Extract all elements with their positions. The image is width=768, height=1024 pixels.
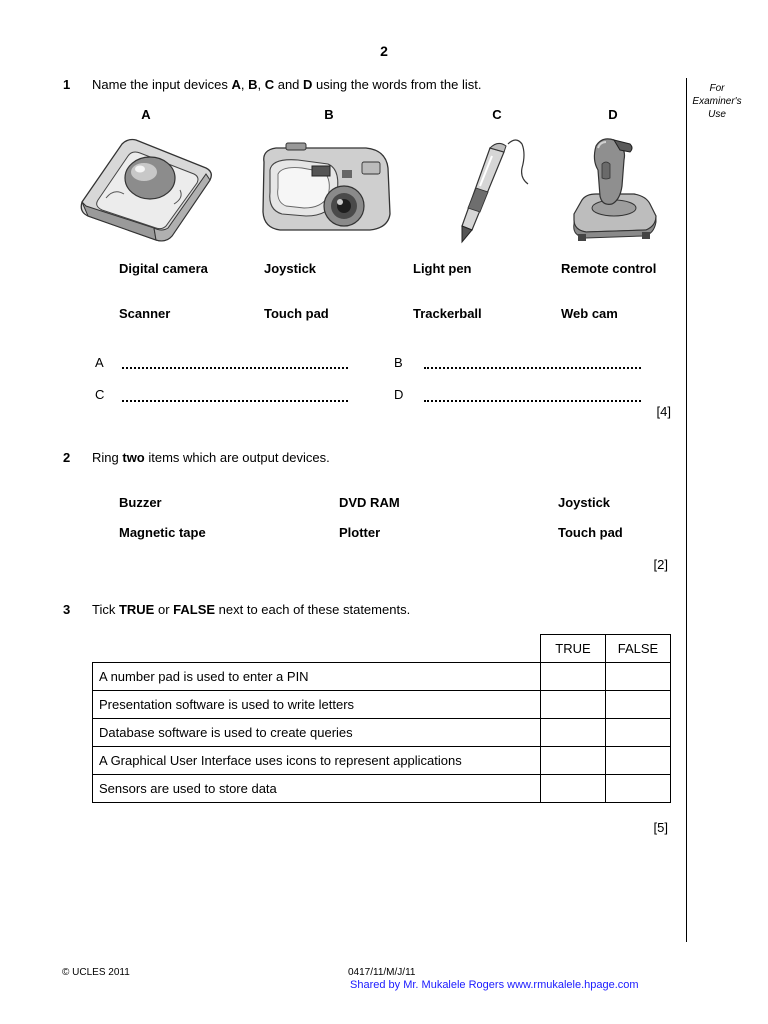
- word-web-cam: Web cam: [561, 306, 618, 321]
- output-option-joystick[interactable]: Joystick: [558, 495, 611, 510]
- answer-line-d[interactable]: [424, 400, 641, 402]
- output-option-buzzer[interactable]: Buzzer: [119, 495, 162, 510]
- statement-cell: A number pad is used to enter a PIN: [93, 663, 541, 691]
- q3-text-part: FALSE: [173, 602, 216, 617]
- output-option-dvd-ram[interactable]: DVD RAM: [339, 495, 400, 510]
- question-1-number: 1: [63, 77, 71, 92]
- footer-shared-link[interactable]: Shared by Mr. Mukalele Rogers www.rmukalele.hpage.com: [350, 979, 639, 991]
- true-false-table: [92, 634, 671, 803]
- table-row: [93, 691, 671, 719]
- device-letter-c: C: [492, 107, 502, 122]
- examiner-margin-line: [686, 78, 687, 942]
- question-3-marks: [5]: [653, 820, 668, 835]
- word-trackerball: Trackerball: [413, 306, 482, 321]
- q2-text-part: two: [122, 450, 145, 465]
- q1-text-part: and: [274, 77, 304, 92]
- statement-cell: Database software is used to create queries: [93, 719, 541, 747]
- header-true: TRUE: [541, 635, 606, 663]
- q1-text-part: C: [264, 77, 275, 92]
- question-3-number: 3: [63, 602, 71, 617]
- word-remote-control: Remote control: [561, 261, 657, 276]
- answer-line-c[interactable]: [122, 400, 348, 402]
- q2-text-part: items which are output devices.: [144, 450, 330, 465]
- header-false: FALSE: [606, 635, 671, 663]
- word-touch-pad: Touch pad: [264, 306, 329, 321]
- statement-cell: Sensors are used to store data: [93, 775, 541, 803]
- false-tick-box[interactable]: [606, 663, 671, 691]
- camera-image: [258, 140, 396, 236]
- q3-text-part: or: [154, 602, 174, 617]
- output-option-plotter[interactable]: Plotter: [339, 525, 381, 540]
- q3-text-part: TRUE: [118, 602, 155, 617]
- q1-text-part: B: [248, 77, 258, 92]
- examiner-label-line: Examiner's: [692, 96, 742, 107]
- device-letter-d: D: [608, 107, 618, 122]
- q1-text-part: ,: [257, 77, 265, 92]
- q2-text-part: Ring: [92, 450, 123, 465]
- false-tick-box[interactable]: [606, 719, 671, 747]
- question-3-text: [92, 602, 410, 617]
- word-light-pen: Light pen: [413, 261, 472, 276]
- footer-copyright: © UCLES 2011: [62, 967, 130, 978]
- q3-text-part: next to each of these statements.: [215, 602, 411, 617]
- device-letter-b: B: [324, 107, 334, 122]
- question-2-number: 2: [63, 450, 71, 465]
- light-pen-image: [450, 134, 538, 246]
- word-joystick: Joystick: [264, 261, 317, 276]
- output-option-magnetic-tape[interactable]: Magnetic tape: [119, 525, 206, 540]
- output-option-touch-pad[interactable]: Touch pad: [558, 525, 623, 540]
- trackerball-image: [76, 128, 216, 246]
- word-scanner: Scanner: [119, 306, 171, 321]
- statement-cell: Presentation software is used to write letters: [93, 691, 541, 719]
- table-header-row: [93, 635, 671, 663]
- true-tick-box[interactable]: [541, 663, 606, 691]
- table-row: [93, 663, 671, 691]
- table-row: [93, 747, 671, 775]
- q1-text-part: D: [303, 77, 313, 92]
- examiner-label-line: Use: [708, 109, 726, 120]
- true-tick-box[interactable]: [541, 719, 606, 747]
- false-tick-box[interactable]: [606, 775, 671, 803]
- q1-text-part: Name the input devices: [92, 77, 232, 92]
- question-2-marks: [2]: [653, 557, 668, 572]
- examiner-label-line: For: [709, 83, 725, 94]
- joystick-image: [568, 134, 660, 246]
- answer-line-b[interactable]: [424, 367, 641, 369]
- q1-text-part: using the words from the list.: [312, 77, 482, 92]
- false-tick-box[interactable]: [606, 691, 671, 719]
- device-letter-a: A: [141, 107, 151, 122]
- statement-cell: A Graphical User Interface uses icons to represent applications: [93, 747, 541, 775]
- true-tick-box[interactable]: [541, 691, 606, 719]
- word-digital-camera: Digital camera: [119, 261, 208, 276]
- examiner-use-label: [688, 82, 746, 121]
- answer-label-d: D: [394, 387, 404, 402]
- question-1-marks: [4]: [656, 404, 671, 419]
- false-tick-box[interactable]: [606, 747, 671, 775]
- true-tick-box[interactable]: [541, 775, 606, 803]
- question-2-text: [92, 450, 330, 465]
- footer-paper-code: 0417/11/M/J/11: [348, 967, 416, 978]
- question-1-text: [92, 77, 482, 92]
- q1-text-part: ,: [240, 77, 249, 92]
- table-row: [93, 775, 671, 803]
- answer-label-b: B: [394, 355, 403, 370]
- answer-line-a[interactable]: [122, 367, 348, 369]
- answer-label-a: A: [95, 355, 104, 370]
- page-number: 2: [380, 43, 388, 59]
- table-row: [93, 719, 671, 747]
- q1-text-part: A: [231, 77, 241, 92]
- answer-label-c: C: [95, 387, 105, 402]
- true-tick-box[interactable]: [541, 747, 606, 775]
- q3-text-part: Tick: [92, 602, 119, 617]
- table-header-blank: [93, 635, 541, 663]
